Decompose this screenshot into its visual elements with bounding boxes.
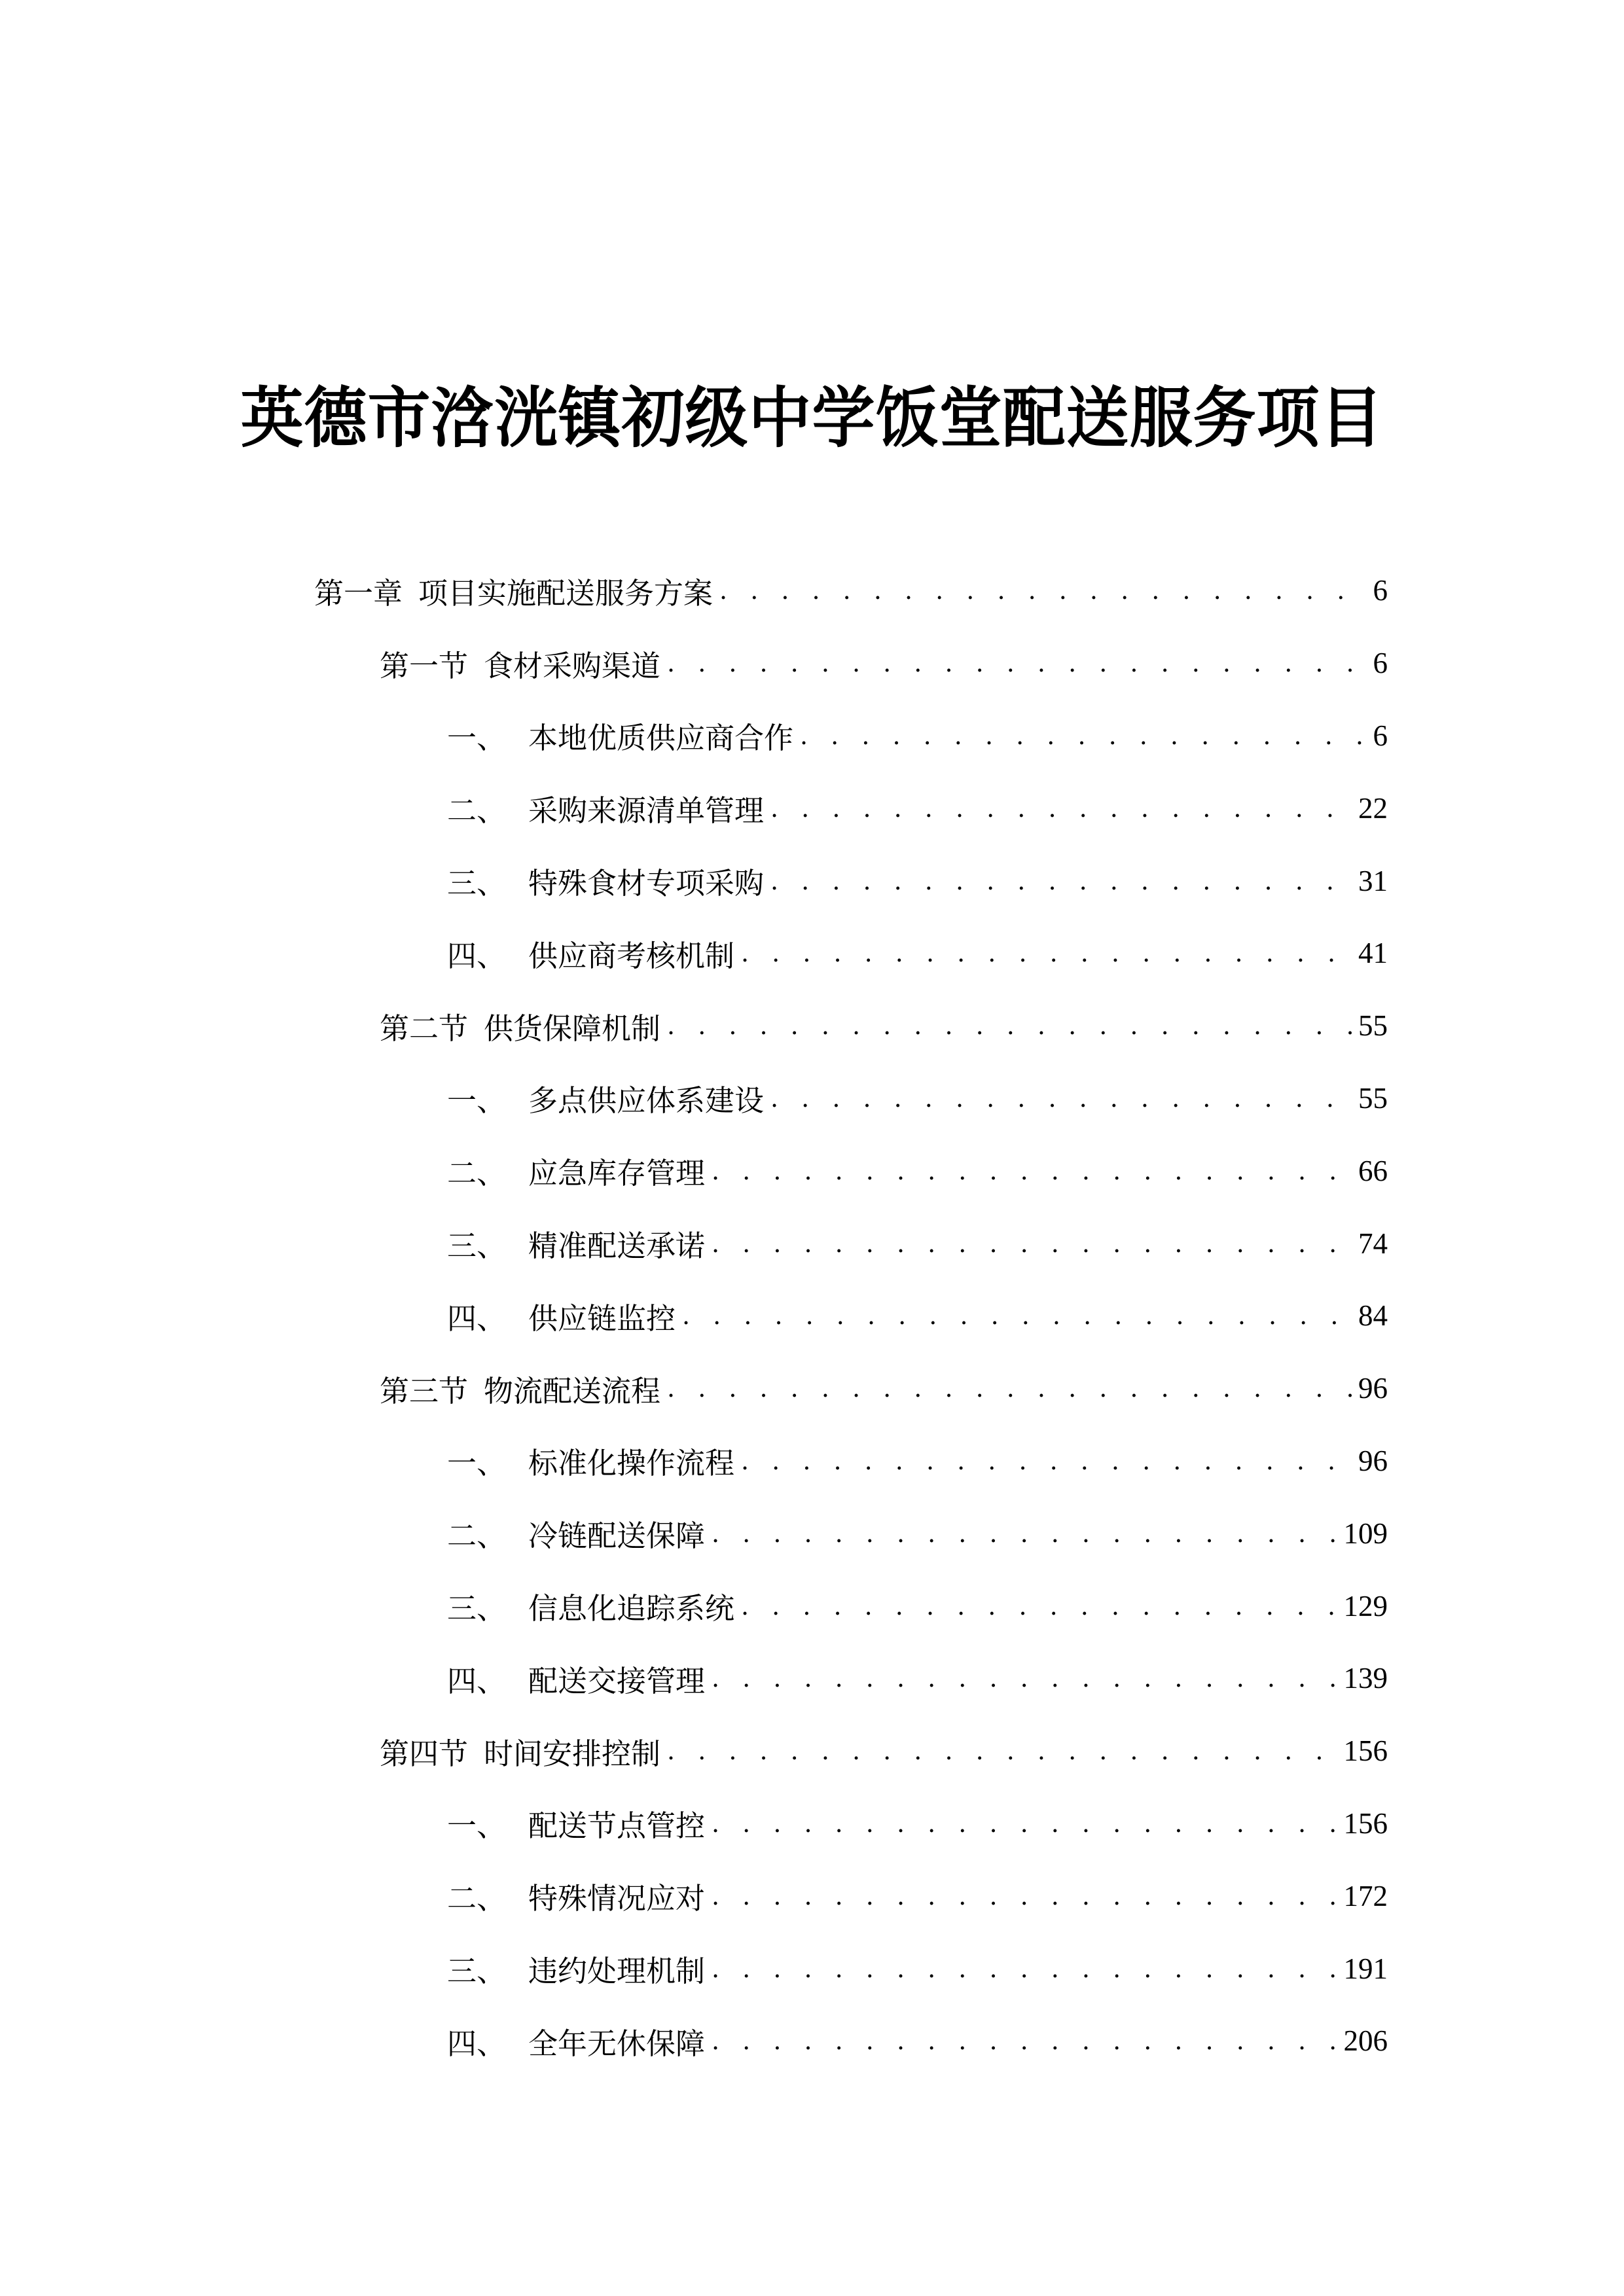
- toc-entry-label: 标准化操作流程: [528, 1446, 735, 1481]
- toc-dot-leader: [712, 1521, 1337, 1546]
- toc-entry-label: 物流配送流程: [484, 1373, 661, 1408]
- toc-page-number: 191: [1343, 1952, 1388, 1985]
- toc-entry-number: 四、: [447, 938, 507, 973]
- toc-page-number: 109: [1343, 1516, 1388, 1550]
- toc-item-entry[interactable]: [0, 700, 1624, 772]
- toc-item-entry[interactable]: [0, 1134, 1624, 1207]
- toc-entry-label: 供货保障机制: [484, 1011, 661, 1046]
- toc-entry-label: 配送交接管理: [528, 1663, 706, 1698]
- toc-page-number: 66: [1358, 1154, 1388, 1187]
- toc-item-entry[interactable]: [0, 844, 1624, 917]
- toc-entry-number: 二、: [447, 1881, 507, 1916]
- toc-page-number: 129: [1343, 1589, 1388, 1623]
- toc-page-number: 206: [1343, 2024, 1388, 2058]
- toc-page-number: 31: [1358, 864, 1388, 897]
- toc-entry-label: 食材采购渠道: [484, 648, 661, 683]
- toc-page-number: 156: [1343, 1734, 1388, 1768]
- toc-entry-label: 全年无休保障: [528, 2026, 706, 2061]
- toc-item-entry[interactable]: [0, 1932, 1624, 2005]
- toc-page-number: 22: [1358, 791, 1388, 825]
- toc-dot-leader: [712, 2028, 1337, 2053]
- toc-entry-label: 特殊情况应对: [528, 1881, 706, 1916]
- table-of-contents: [0, 554, 1624, 2077]
- toc-page-number: 74: [1358, 1227, 1388, 1260]
- toc-item-entry[interactable]: [0, 917, 1624, 990]
- toc-entry-label: 配送节点管控: [528, 1808, 706, 1844]
- toc-entry-number: 第一节: [380, 648, 469, 683]
- toc-item-entry[interactable]: [0, 1280, 1624, 1352]
- toc-entry-label: 信息化追踪系统: [528, 1591, 735, 1626]
- toc-page-number: 156: [1343, 1806, 1388, 1840]
- toc-dot-leader: [741, 1448, 1352, 1473]
- toc-dot-leader: [667, 1738, 1337, 1763]
- toc-dot-leader: [712, 1231, 1352, 1256]
- toc-page-number: 41: [1358, 937, 1388, 970]
- toc-dot-leader: [770, 869, 1352, 893]
- toc-entry-label: 应急库存管理: [528, 1156, 706, 1191]
- toc-dot-leader: [741, 941, 1352, 965]
- toc-dot-leader: [770, 796, 1352, 821]
- toc-dot-leader: [741, 1594, 1337, 1619]
- toc-page-number: 84: [1358, 1299, 1388, 1333]
- toc-page-number: 96: [1358, 1372, 1388, 1405]
- toc-item-entry[interactable]: [0, 1859, 1624, 1932]
- toc-entry-number: 二、: [447, 1518, 507, 1554]
- toc-dot-leader: [712, 1956, 1337, 1981]
- toc-item-entry[interactable]: [0, 1425, 1624, 1498]
- toc-item-entry[interactable]: [0, 1062, 1624, 1135]
- toc-chapter-entry[interactable]: [0, 554, 1624, 627]
- toc-entry-number: 三、: [447, 1591, 507, 1626]
- toc-section-entry[interactable]: [0, 1352, 1624, 1425]
- toc-dot-leader: [667, 651, 1366, 675]
- toc-entry-number: 四、: [447, 1300, 507, 1336]
- toc-entry-number: 三、: [447, 1954, 507, 1989]
- toc-entry-label: 供应商考核机制: [528, 938, 735, 973]
- toc-entry-number: 一、: [447, 1446, 507, 1481]
- toc-entry-label: 时间安排控制: [484, 1736, 661, 1771]
- document-title: 英德市浛洸镇初级中学饭堂配送服务项目: [240, 379, 1384, 457]
- toc-item-entry[interactable]: [0, 1207, 1624, 1280]
- toc-item-entry[interactable]: [0, 1497, 1624, 1570]
- toc-entry-number: 第二节: [380, 1011, 469, 1046]
- toc-entry-number: 三、: [447, 866, 507, 901]
- toc-entry-number: 三、: [447, 1229, 507, 1264]
- toc-dot-leader: [719, 578, 1366, 603]
- toc-dot-leader: [712, 1666, 1337, 1691]
- toc-entry-label: 精准配送承诺: [528, 1229, 706, 1264]
- toc-entry-number: 一、: [447, 1083, 507, 1119]
- toc-page-number: 172: [1343, 1879, 1388, 1912]
- toc-entry-number: 四、: [447, 1663, 507, 1698]
- toc-entry-number: 第一章: [314, 575, 403, 611]
- toc-page-number: 96: [1358, 1444, 1388, 1477]
- toc-dot-leader: [667, 1013, 1352, 1038]
- toc-entry-label: 供应链监控: [528, 1300, 676, 1336]
- toc-item-entry[interactable]: [0, 772, 1624, 844]
- toc-entry-label: 采购来源清单管理: [528, 793, 765, 829]
- toc-entry-label: 多点供应体系建设: [528, 1083, 765, 1119]
- toc-entry-number: 二、: [447, 1156, 507, 1191]
- toc-entry-number: 四、: [447, 2026, 507, 2061]
- toc-entry-number: 一、: [447, 1808, 507, 1844]
- toc-entry-label: 冷链配送保障: [528, 1518, 706, 1554]
- toc-entry-label: 本地优质供应商合作: [528, 721, 794, 756]
- toc-page-number: 55: [1358, 1081, 1388, 1115]
- toc-entry-label: 违约处理机制: [528, 1954, 706, 1989]
- toc-dot-leader: [800, 723, 1366, 748]
- toc-dot-leader: [712, 1884, 1337, 1909]
- toc-entry-number: 第三节: [380, 1373, 469, 1408]
- toc-section-entry[interactable]: [0, 627, 1624, 700]
- toc-item-entry[interactable]: [0, 1570, 1624, 1642]
- toc-entry-label: 特殊食材专项采购: [528, 866, 765, 901]
- toc-entry-number: 第四节: [380, 1736, 469, 1771]
- toc-dot-leader: [712, 1158, 1352, 1183]
- toc-item-entry[interactable]: [0, 1787, 1624, 1860]
- toc-section-entry[interactable]: [0, 990, 1624, 1062]
- toc-dot-leader: [667, 1376, 1352, 1401]
- toc-entry-number: 二、: [447, 793, 507, 829]
- toc-dot-leader: [770, 1086, 1352, 1111]
- toc-page-number: 55: [1358, 1009, 1388, 1043]
- toc-item-entry[interactable]: [0, 1642, 1624, 1715]
- toc-page-number: 6: [1373, 647, 1388, 680]
- toc-section-entry[interactable]: [0, 1715, 1624, 1787]
- toc-page-number: 139: [1343, 1662, 1388, 1695]
- toc-item-entry[interactable]: [0, 2005, 1624, 2077]
- toc-page-number: 6: [1373, 719, 1388, 752]
- toc-page-number: 6: [1373, 574, 1388, 607]
- toc-dot-leader: [712, 1811, 1337, 1836]
- toc-entry-label: 项目实施配送服务方案: [418, 575, 713, 611]
- toc-entry-number: 一、: [447, 721, 507, 756]
- toc-dot-leader: [682, 1303, 1352, 1328]
